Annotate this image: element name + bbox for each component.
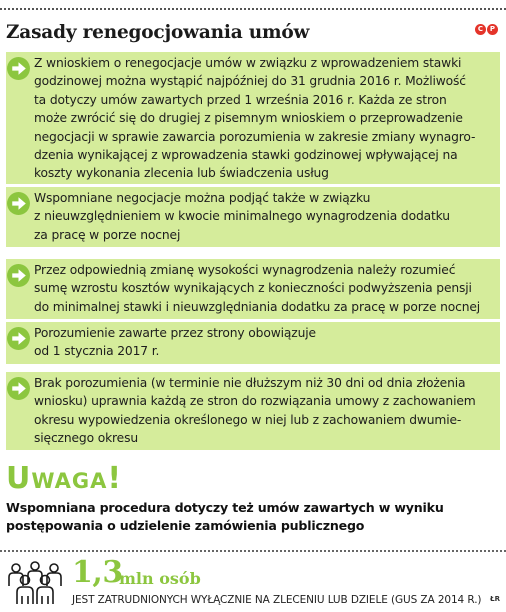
copyright-icon: C [475, 24, 486, 35]
stat-unit: mln osób [119, 569, 201, 588]
text-line: godzinowej można wystąpić najpóźniej do 31 grudnia 2016 r. Możliwość [34, 74, 466, 89]
arrow-right-circle-icon [6, 56, 31, 81]
text-line: do minimalnej stawki i nieuwzględniania dodatku za pracę w porze nocnej [34, 299, 481, 314]
text-line: z nieuwzględnieniem w kwocie minimalnego wynagrodzenia dodatku [34, 209, 450, 224]
page-title: Zasady renegocjowania umów [6, 22, 310, 43]
text-line: Wspomniana procedura dotyczy też umów zawartych w wyniku [6, 500, 444, 515]
text-line: Brak porozumienia (w terminie nie dłuższym niż 30 dni od dnia złożenia [34, 376, 466, 390]
text-line: wniosku) uprawnia każdą ze stron do rozwiązania umowy z zachowaniem [34, 394, 476, 409]
top-dotted-rule [0, 8, 506, 10]
list-item [6, 322, 500, 364]
item-text [34, 374, 494, 448]
warning-heading: Uwaga! [6, 461, 123, 496]
list-item [6, 372, 500, 450]
text-line: dzenia wynikającej z wprowadzenia stawki godzinowej wpływającej na [34, 148, 458, 163]
rights-badge [475, 24, 498, 35]
author-initials: ŁR [490, 595, 500, 603]
arrow-right-circle-icon [6, 191, 31, 216]
list-item [6, 259, 500, 319]
list-item [6, 52, 500, 184]
people-group-icon [3, 560, 67, 606]
text-line: Przez odpowiednią zmianę wysokości wynagrodzenia należy rozumieć [34, 263, 456, 277]
text-line: Porozumienie zawarte przez strony obowiązuje [34, 326, 316, 340]
text-line: sięcznego okresu [34, 431, 138, 446]
stat-description: JEST ZATRUDNIONYCH WYŁĄCZNIE NA ZLECENIU LUB DZIELE (GUS ZA 2014 R.) [72, 594, 482, 606]
list-item [6, 187, 500, 247]
text-line: Z wnioskiem o renegocjacje umów w związku z wprowadzeniem stawki [34, 56, 462, 70]
header [0, 20, 506, 48]
text-line: Wspomniane negocjacje można podjąć także w związku [34, 191, 371, 205]
item-text [34, 189, 494, 244]
stat-number: 1,3 [72, 555, 123, 590]
text-line: może zwrócić się do drugiej z pisemnym wnioskiem o przeprowadzenie [34, 111, 463, 126]
text-line: sumę wzrostu kosztów wynikających z konieczności podwyższenia pensji [34, 281, 472, 296]
text-line: ta dotyczy umów zawartych przed 1 września 2016 r. Każda ze stron [34, 92, 447, 107]
arrow-right-circle-icon [6, 263, 31, 288]
text-line: za pracę w porze nocnej [34, 227, 181, 242]
text-line: koszty wykonania zlecenia lub świadczenia usług [34, 166, 329, 181]
warning-text [6, 499, 476, 534]
arrow-right-circle-icon [6, 376, 31, 401]
text-line: postępowania o udzielenie zamówienia publicznego [6, 517, 365, 533]
text-line: okresu wypowiedzenia określonego w niej lub z zachowaniem dwumie- [34, 412, 462, 427]
item-text [34, 261, 494, 316]
item-text [34, 324, 494, 361]
text-line: od 1 stycznia 2017 r. [34, 344, 160, 359]
dotted-separator [0, 550, 506, 552]
phonographic-icon: P [487, 24, 498, 35]
text-line: negocjacji w sprawie zawarcia porozumienia w zakresie zmiany wynagro- [34, 129, 476, 144]
item-text [34, 54, 494, 183]
arrow-right-circle-icon [6, 326, 31, 351]
